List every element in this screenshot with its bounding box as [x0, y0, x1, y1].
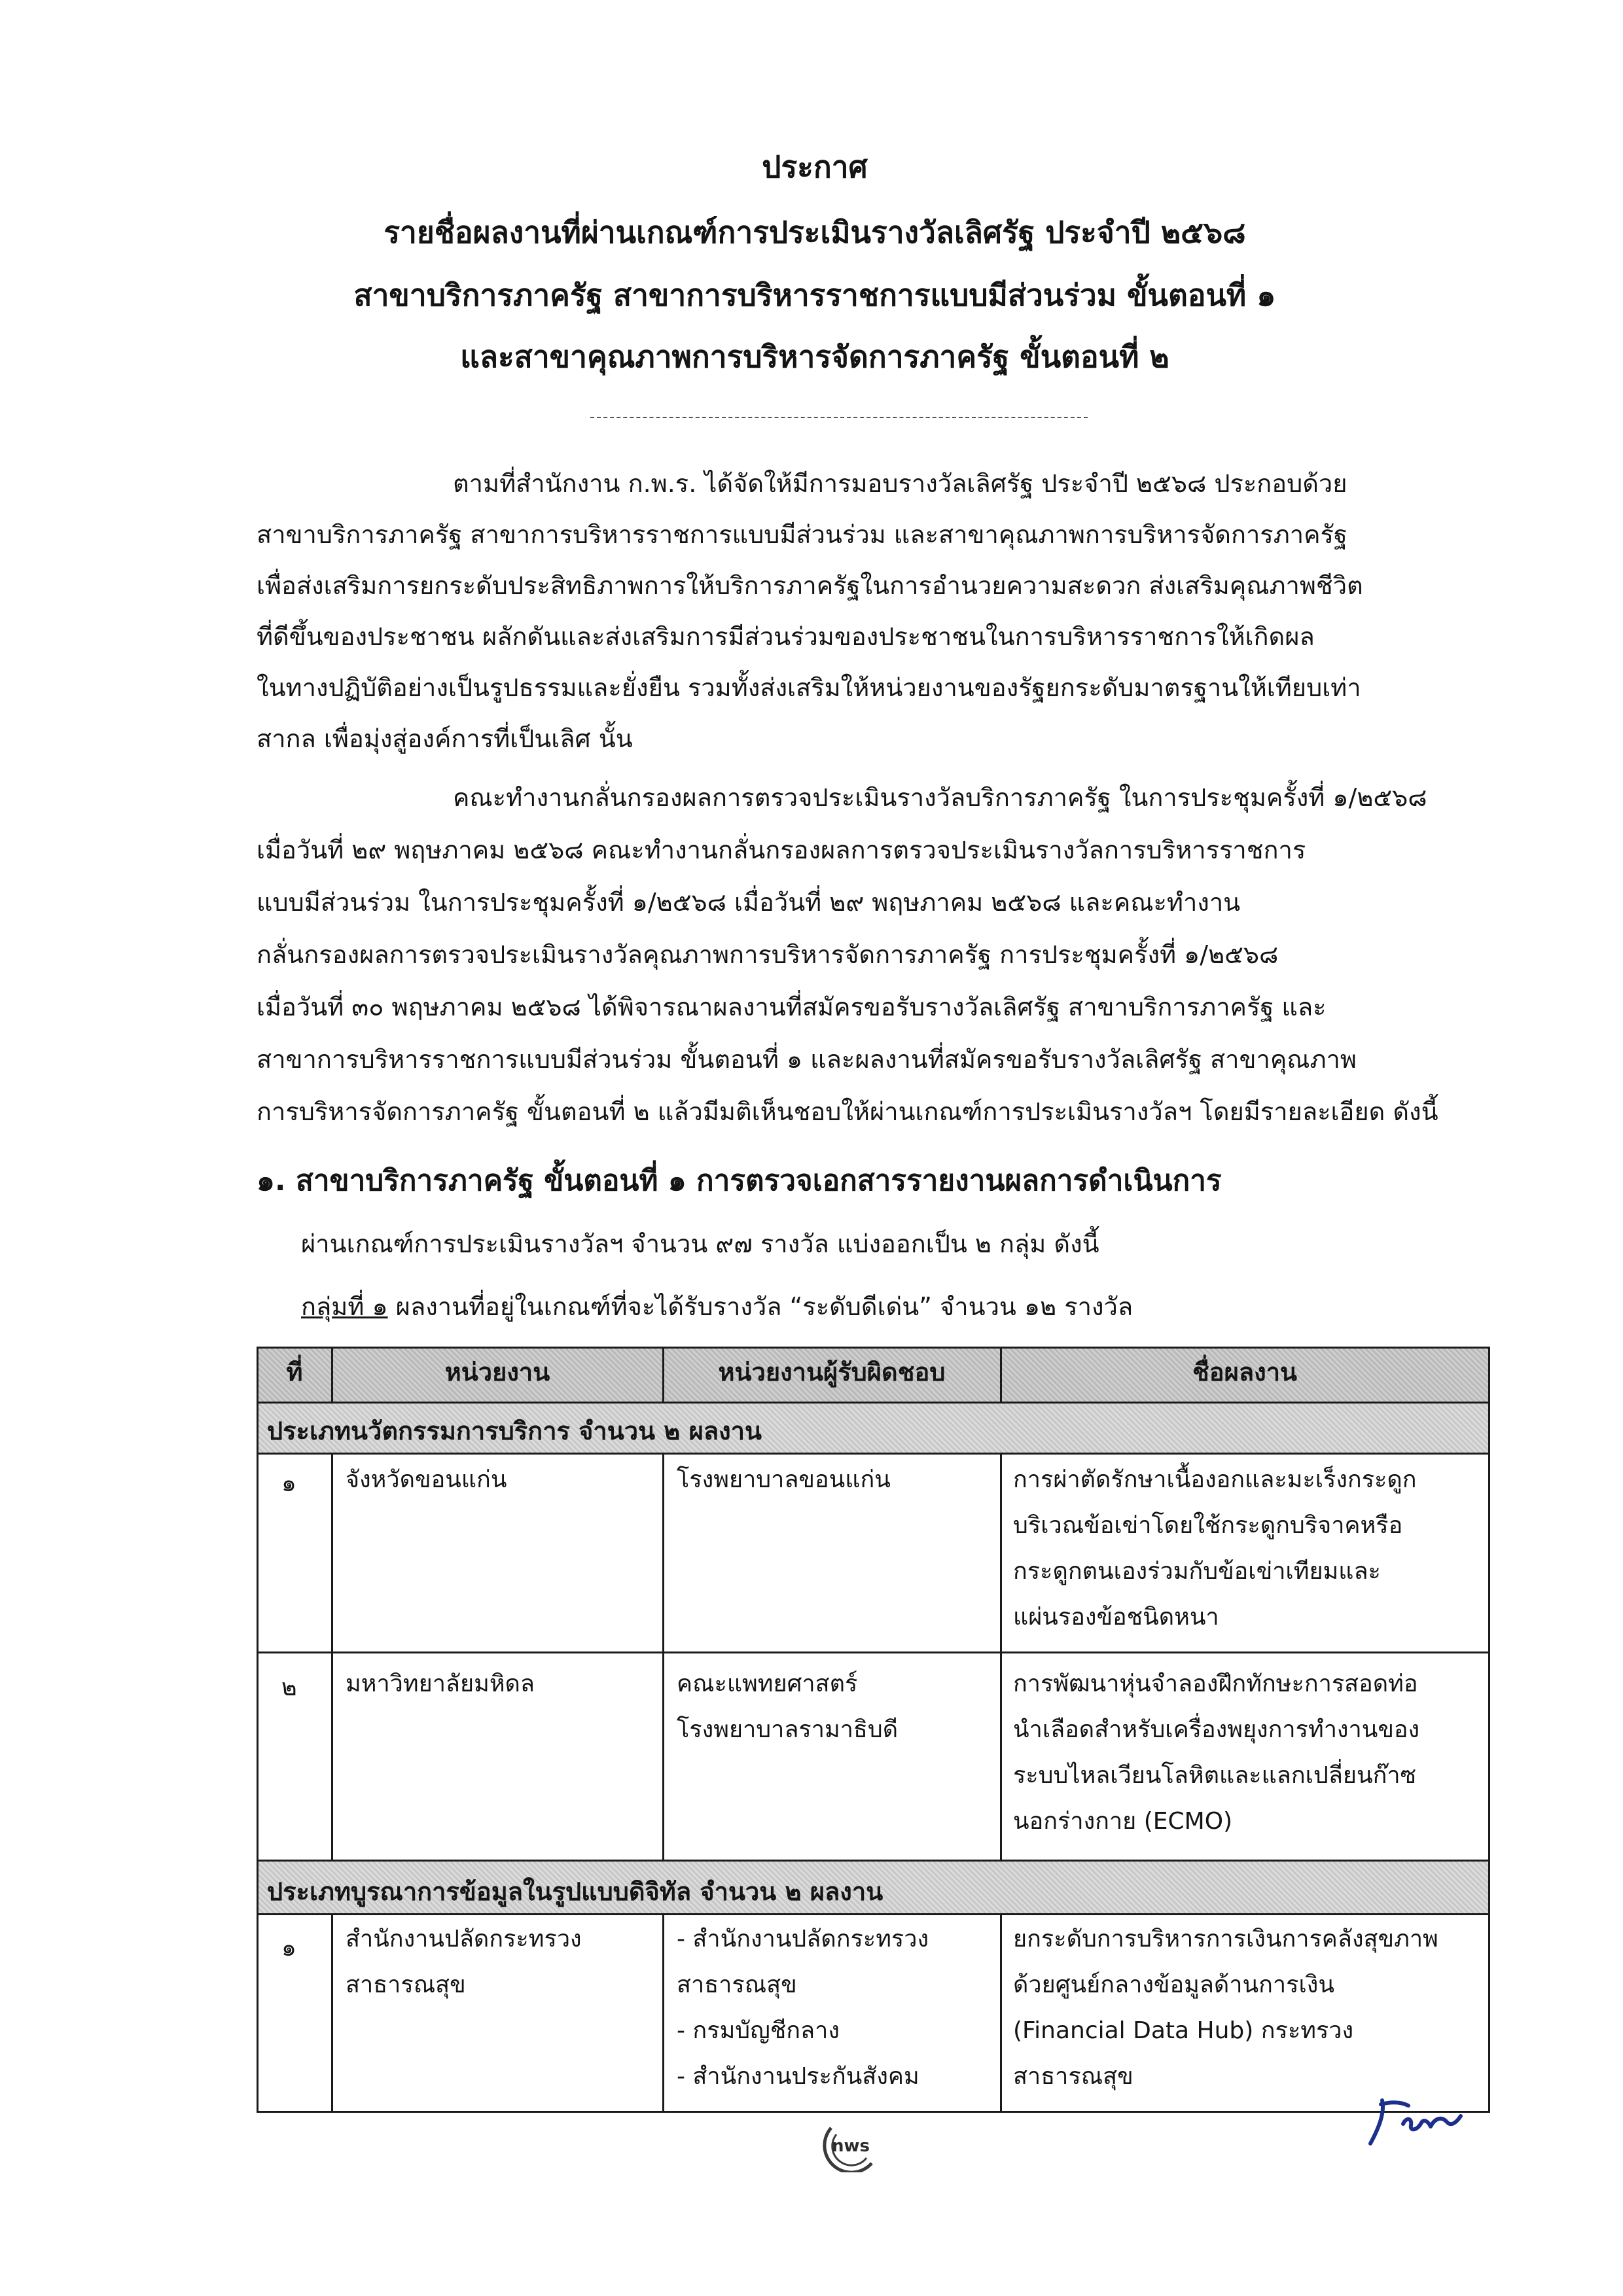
row-work: สาธารณสุข	[1013, 2063, 1133, 2090]
category-label: ประเภทนวัตกรรมการบริการ จำนวน ๒ ผลงาน	[267, 1417, 762, 1445]
row-work: นำเลือดสำหรับเครื่องพยุงการทำงานของ	[1013, 1716, 1420, 1743]
row-number: ๑	[281, 1470, 296, 1497]
table-column-rule	[1000, 1453, 1002, 1860]
column-header-responsible: หน่วยงานผู้รับผิดชอบ	[718, 1358, 946, 1386]
paragraph-line: สากล เพื่อมุ่งสู่องค์การที่เป็นเลิศ นั้น	[257, 724, 633, 753]
row-number: ๒	[281, 1674, 297, 1701]
announcement-title: ประกาศ	[762, 149, 868, 185]
table-column-rule	[662, 1913, 664, 2112]
column-header-agency: หน่วยงาน	[444, 1358, 550, 1386]
table-border-bottom	[257, 2111, 1490, 2113]
column-header-no: ที่	[286, 1358, 303, 1386]
group-line	[301, 1294, 1133, 1319]
paragraph-line: กลั่นกรองผลการตรวจประเมินรางวัลคุณภาพการบริหารจัดการภาครัฐ การประชุมครั้งที่ ๑/๒๕๖๘	[257, 940, 1279, 969]
row-agency: สำนักงานปลัดกระทรวง	[346, 1926, 582, 1952]
table-column-rule	[331, 1913, 333, 2112]
row-work: ด้วยศูนย์กลางข้อมูลด้านการเงิน	[1013, 1971, 1334, 1998]
row-work: แผ่นรองข้อชนิดหนา	[1013, 1604, 1219, 1631]
table-column-rule	[331, 1453, 333, 1860]
row-responsible: คณะแพทยศาสตร์	[677, 1670, 858, 1697]
table-border-right	[1488, 1347, 1490, 2112]
title-divider	[590, 417, 1088, 418]
table-column-rule	[1000, 1913, 1002, 2112]
paragraph-line: สาขาบริการภาครัฐ สาขาการบริหารราชการแบบมีส่วนร่วม และสาขาคุณภาพการบริหารจัดการภาครัฐ	[257, 520, 1347, 549]
row-work: การพัฒนาหุ่นจำลองฝึกทักษะการสอดท่อ	[1013, 1670, 1418, 1697]
paragraph-line: การบริหารจัดการภาครัฐ ขั้นตอนที่ ๒ แล้วมีมติเห็นชอบให้ผ่านเกณฑ์การประเมินรางวัลฯ โดยมีรายละเอียด ดังนี้	[257, 1097, 1438, 1126]
announcement-subtitle-3: และสาขาคุณภาพการบริหารจัดการภาครัฐ ขั้นตอนที่ ๒	[460, 339, 1169, 374]
announcement-subtitle-1: รายชื่อผลงานที่ผ่านเกณฑ์การประเมินรางวัลเลิศรัฐ ประจำปี ๒๕๖๘	[383, 215, 1246, 250]
row-work: การผ่าตัดรักษาเนื้องอกและมะเร็งกระดูก	[1013, 1466, 1417, 1493]
section-summary: ผ่านเกณฑ์การประเมินรางวัลฯ จำนวน ๙๗ รางวัล แบ่งออกเป็น ๒ กลุ่ม ดังนี้	[301, 1229, 1099, 1258]
paragraph-line: แบบมีส่วนร่วม ในการประชุมครั้งที่ ๑/๒๕๖๘ เมื่อวันที่ ๒๙ พฤษภาคม ๒๕๖๘ และคณะทำงาน	[257, 888, 1241, 917]
column-header-work: ชื่อผลงาน	[1192, 1358, 1298, 1386]
paragraph-line: เพื่อส่งเสริมการยกระดับประสิทธิภาพการให้บริการภาครัฐในการอำนวยความสะดวก ส่งเสริมคุณภาพชีวิต	[257, 571, 1363, 600]
opdc-logo	[812, 2120, 890, 2172]
row-responsible: โรงพยาบาลขอนแก่น	[677, 1466, 891, 1493]
paragraph-line: สาขาการบริหารราชการแบบมีส่วนร่วม ขั้นตอนที่ ๑ และผลงานที่สมัครขอรับรางวัลเลิศรัฐ สาขาคุณภาพ	[257, 1045, 1357, 1074]
table-rule	[257, 1651, 1490, 1653]
row-agency: จังหวัดขอนแก่น	[346, 1466, 507, 1493]
signature-mark	[1363, 2093, 1467, 2158]
group-text: ผลงานที่อยู่ในเกณฑ์ที่จะได้รับรางวัล “ระดับดีเด่น” จำนวน ๑๒ รางวัล	[387, 1292, 1133, 1321]
table-border-top	[257, 1347, 1490, 1349]
table-rule	[257, 1913, 1490, 1915]
row-work: ระบบไหลเวียนโลหิตและแลกเปลี่ยนก๊าซ	[1013, 1762, 1417, 1789]
table-rule	[257, 1860, 1490, 1862]
paragraph-line: คณะทำงานกลั่นกรองผลการตรวจประเมินรางวัลบริการภาครัฐ ในการประชุมครั้งที่ ๑/๒๕๖๘	[453, 783, 1427, 812]
announcement-subtitle-2: สาขาบริการภาครัฐ สาขาการบริหารราชการแบบมีส่วนร่วม ขั้นตอนที่ ๑	[353, 277, 1276, 313]
category-label: ประเภทบูรณาการข้อมูลในรูปแบบดิจิทัล จำนวน ๒ ผลงาน	[267, 1877, 883, 1906]
row-agency: มหาวิทยาลัยมหิดล	[346, 1670, 535, 1697]
row-responsible: สาธารณสุข	[677, 1971, 797, 1998]
paragraph-line: ที่ดีขึ้นของประชาชน ผลักดันและส่งเสริมการมีส่วนร่วมของประชาชนในการบริหารราชการให้เกิดผล	[257, 622, 1315, 651]
group-label: กลุ่มที่ ๑	[301, 1292, 388, 1321]
section-heading: ๑. สาขาบริการภาครัฐ ขั้นตอนที่ ๑ การตรวจเอกสารรายงานผลการดำเนินการ	[257, 1164, 1222, 1197]
paragraph-line: ในทางปฏิบัติอย่างเป็นรูปธรรมและยั่งยืน รวมทั้งส่งเสริมให้หน่วยงานของรัฐยกระดับมาตรฐานให้เทียบเท่า	[257, 673, 1361, 702]
row-responsible: - สำนักงานปลัดกระทรวง	[677, 1926, 929, 1952]
row-responsible: - กรมบัญชีกลาง	[677, 2017, 840, 2044]
row-number: ๑	[281, 1935, 296, 1962]
row-work: นอกร่างกาย (ECMO)	[1013, 1808, 1233, 1835]
row-work: กระดูกตนเองร่วมกับข้อเข่าเทียมและ	[1013, 1558, 1381, 1585]
paragraph-line: เมื่อวันที่ ๒๙ พฤษภาคม ๒๕๖๘ คณะทำงานกลั่นกรองผลการตรวจประเมินรางวัลการบริหารราชการ	[257, 836, 1306, 864]
table-column-rule	[662, 1453, 664, 1860]
row-responsible: โรงพยาบาลรามาธิบดี	[677, 1716, 899, 1743]
table-border-left	[257, 1347, 259, 2112]
table-rule	[257, 1453, 1490, 1455]
row-work: บริเวณข้อเข่าโดยใช้กระดูกบริจาคหรือ	[1013, 1512, 1403, 1539]
paragraph-line: ตามที่สำนักงาน ก.พ.ร. ได้จัดให้มีการมอบรางวัลเลิศรัฐ ประจำปี ๒๕๖๘ ประกอบด้วย	[453, 469, 1347, 498]
row-work: (Financial Data Hub) กระทรวง	[1013, 2017, 1354, 2044]
paragraph-line: เมื่อวันที่ ๓๐ พฤษภาคม ๒๕๖๘ ได้พิจารณาผลงานที่สมัครขอรับรางวัลเลิศรัฐ สาขาบริการภาครัฐ และ	[257, 993, 1327, 1021]
row-work: ยกระดับการบริหารการเงินการคลังสุขภาพ	[1013, 1926, 1438, 1952]
row-agency: สาธารณสุข	[346, 1971, 466, 1998]
row-responsible: - สำนักงานประกันสังคม	[677, 2063, 919, 2090]
table-rule	[257, 1402, 1490, 1404]
logo-text: nws	[831, 2136, 870, 2156]
